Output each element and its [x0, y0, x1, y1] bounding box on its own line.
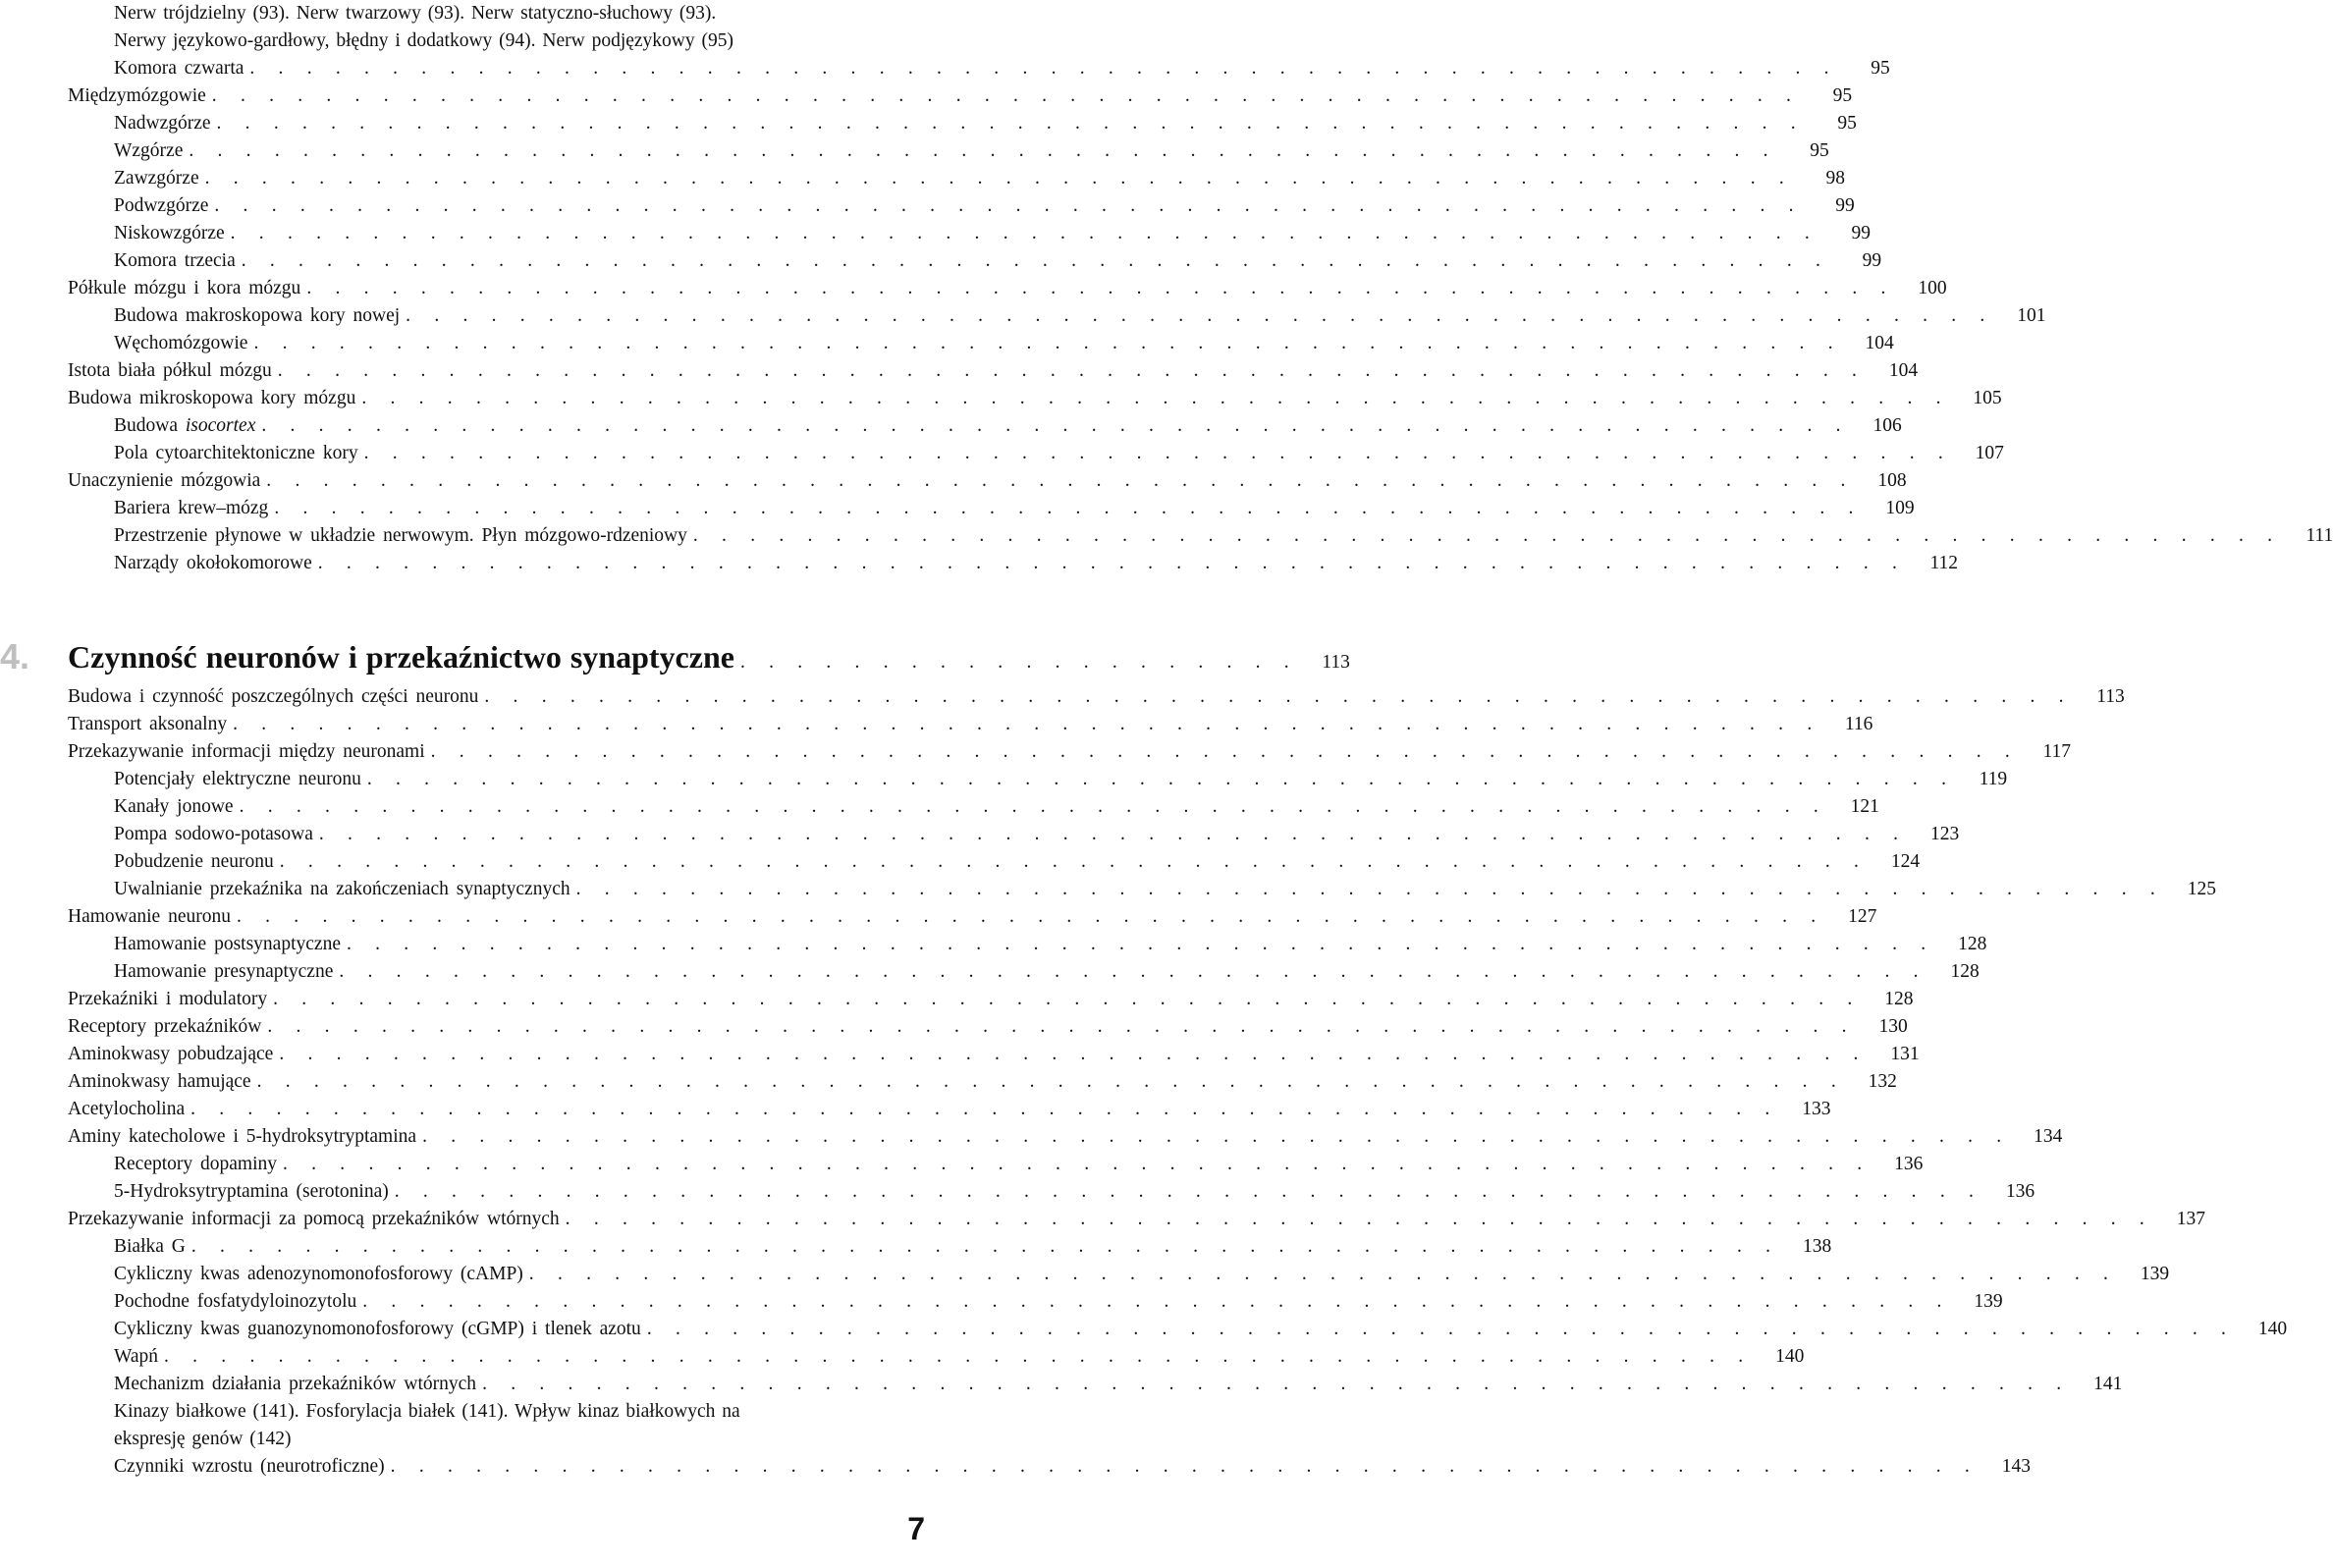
toc-entry-page: 99 — [1835, 195, 1855, 216]
toc-entry[interactable] — [0, 876, 2216, 903]
toc-entry-page: 119 — [1979, 769, 2008, 789]
toc-subnote-line — [0, 27, 943, 55]
dot-leader: . . . . . . . . . . . . . . . . . . . . . . . . . . . . . . . . . . . . . . . . . . . . . . . . . . . . . . . . — [528, 1264, 2117, 1284]
toc-entry-page: 133 — [1802, 1099, 1831, 1119]
toc-entry-page: 104 — [1865, 333, 1894, 353]
toc-entry-page: 106 — [1872, 415, 1902, 436]
toc-entry-title: Mechanizm działania przekaźników wtórnych — [114, 1374, 477, 1394]
toc-entry[interactable] — [0, 550, 1959, 577]
toc-entry-page: 139 — [1974, 1291, 2003, 1312]
toc-entry[interactable] — [0, 247, 1882, 275]
dot-leader: . . . . . . . . . . . . . . . . . . . . . . . . . . . . . . . . . . . . . . . . . . . . . . . . . . . . . . . . — [214, 195, 1802, 216]
toc-entry-page: 95 — [1810, 140, 1829, 161]
toc-entry-page: 95 — [1871, 58, 1890, 79]
toc-entry-title: Bariera krew–mózg — [114, 498, 269, 518]
toc-entry-page: 124 — [1890, 851, 1921, 872]
toc-entry[interactable] — [0, 302, 2046, 330]
toc-entry-title: Receptory przekaźników — [68, 1016, 262, 1037]
toc-entry[interactable] — [0, 1178, 2035, 1206]
toc-entry-title: Pola cytoarchitektoniczne kory — [114, 443, 358, 463]
toc-entry-title: Podwzgórze — [114, 195, 209, 216]
chapter-heading[interactable] — [0, 632, 1350, 681]
toc-entry-page: 140 — [2257, 1319, 2288, 1339]
chapter-page: 113 — [1322, 652, 1350, 673]
toc-entry-page: 105 — [1973, 388, 2002, 408]
toc-subnote-text: Nerw trójdzielny (93). Nerw twarzowy (93). Nerw statyczno-słuchowy (93). — [114, 3, 717, 24]
toc-entry-title: Hamowanie postsynaptyczne — [114, 934, 341, 954]
toc-entry[interactable] — [0, 1206, 2205, 1233]
dot-leader: . . . . . . . . . . . . . . . . . . . . . . . . . . . . . . . . . . . . . . . . . . . . . . . . . . . . . . . . — [164, 1346, 1752, 1367]
toc-entry[interactable] — [0, 1013, 1908, 1041]
toc-entry-page: 117 — [2042, 741, 2071, 762]
dot-leader: . . . . . . . . . . . . . . . . . . . . . . . . . . . . . . . . . . . . . . . . . . . . . . . . . . . . . . . . — [190, 1099, 1778, 1119]
dot-leader: . . . . . . . . . . . . . . . . . . . . . . . . . . . . . . . . . . . . . . . . . . . . . . . . . . . . . . . . — [273, 989, 1861, 1009]
toc-entry-page: 128 — [1884, 989, 1914, 1009]
toc-entry-title: Przekazywanie informacji między neuronami — [68, 741, 425, 762]
toc-entry-page: 139 — [2140, 1264, 2170, 1284]
dot-leader: . . . . . . . . . . . . . . . . . . . . . . . . . . . . . . . . . . . . . . . . . . . . . . . . . . . . . . . . — [274, 498, 1862, 518]
toc-entry-title: Komora czwarta — [114, 58, 244, 79]
dot-leader: . . . . . . . . . . . . . . . . . . . . . . . . . . . . . . . . . . . . . . . . . . . . . . . . . . . . . . . . — [646, 1319, 2235, 1339]
chapter-number: 4. — [0, 636, 30, 676]
toc-entry[interactable] — [0, 766, 2008, 793]
toc-entry-title: Wapń — [114, 1346, 158, 1367]
dot-leader: . . . . . . . . . . . . . . . . . . . . . . . . . . . . . . . . . . . . . . . . . . . . . . . . . . . . . . . . — [390, 1456, 1978, 1477]
toc-entry-title: Potencjały elektryczne neuronu — [114, 769, 361, 789]
toc-entry-page: 123 — [1929, 824, 1960, 844]
toc-entry-page: 99 — [1851, 223, 1871, 243]
toc-entry[interactable] — [0, 711, 1873, 738]
toc-entry[interactable] — [0, 793, 1879, 821]
toc-entry-title: Receptory dopaminy — [114, 1154, 277, 1174]
toc-entry-title: Przekaźniki i modulatory — [68, 989, 268, 1009]
toc-entry-title: Pompa sodowo-potasowa — [114, 824, 313, 844]
toc-entry-page: 137 — [2176, 1209, 2205, 1229]
toc-entry-title: Aminy katecholowe i 5-hydroksytryptamina — [68, 1126, 417, 1147]
toc-entry[interactable] — [0, 1096, 1831, 1123]
toc-entry-title: Hamowanie neuronu — [68, 906, 231, 927]
dot-leader: . . . . . . . . . . . . . . . . . . . . . . . . . . . . . . . . . . . . . . . . . . . . . . . . . . . . . . . . — [233, 714, 1820, 734]
toc-entry[interactable] — [0, 1371, 2123, 1398]
toc-entry-page: 104 — [1888, 360, 1919, 381]
toc-entry-page: 100 — [1918, 278, 1947, 298]
toc-entry[interactable] — [0, 192, 1855, 220]
toc-entry[interactable] — [0, 821, 1960, 848]
toc-entry-title: Cykliczny kwas adenozynomonofosforowy (cAMP) — [114, 1264, 523, 1284]
toc-subnote-line — [0, 0, 943, 27]
toc-entry-page: 132 — [1868, 1071, 1897, 1092]
dot-leader: . . . . . . . . . . . . . . . . . . . . . . . . . . . . . . . . . . . . . . . . . . . . . . . . . . . . . . . . — [692, 525, 2281, 546]
toc-entry-title: Acetylocholina — [68, 1099, 186, 1119]
toc-subnote-text: Kinazy białkowe (141). Fosforylacja białek (141). Wpływ kinaz białkowych na — [114, 1401, 740, 1422]
toc-entry[interactable] — [0, 495, 1915, 522]
toc-entry-page: 127 — [1848, 906, 1877, 927]
toc-entry-page: 99 — [1862, 250, 1882, 271]
toc-entry[interactable] — [0, 220, 1871, 247]
toc-entry-title: Przekazywanie informacji za pomocą przekaźników wtórnych — [68, 1209, 560, 1229]
toc-entry[interactable] — [0, 1288, 2003, 1316]
toc-entry-title: Narządy okołokomorowe — [114, 553, 312, 573]
dot-leader: . . . . . . . . . . . . . . . . . . . . . . . . . . . . . . . . . . . . . . . . . . . . . . . . . . . . . . . . — [362, 1291, 1950, 1312]
toc-entry[interactable] — [0, 1123, 2063, 1151]
toc-entry-title: Węchomózgowie — [114, 333, 248, 353]
dot-leader: . . . . . . . . . . . . . . . . . . . . . . . . . . . . . . . . . . . . . . . . . . . . . . . . . . . . . . . . — [394, 1181, 1982, 1202]
toc-entry-page: 112 — [1929, 553, 1959, 573]
toc-entry[interactable] — [0, 330, 1894, 357]
toc-entry-title: Nadwzgórze — [114, 113, 211, 134]
toc-entry[interactable] — [0, 1151, 1924, 1178]
toc-entry-page: 128 — [1958, 934, 1987, 954]
toc-entry-page: 131 — [1890, 1044, 1920, 1064]
toc-entry-title: 5-Hydroksytryptamina (serotonina) — [114, 1181, 389, 1202]
dot-leader: . . . . . . . . . . . . . . . . . . . . . . . . . . . . . . . . . . . . . . . . . . . . . . . . . . . . . . . . — [211, 85, 1800, 106]
toc-entry[interactable] — [0, 467, 1907, 495]
dot-leader: . . . . . . . . . . . . . . . . . . . . . . . . . . . . . . . . . . . . . . . . . . . . . . . . . . . . . . . . — [283, 1154, 1871, 1174]
dot-leader: . . . . . . . . . . . . . . . . . . . . . . . . . . . . . . . . . . . . . . . . . . . . . . . . . . . . . . . . — [237, 906, 1824, 927]
dot-leader: . . . . . . . . . . . . . . . . . . . . . . . . . . . . . . . . . . . . . . . . . . . . . . . . . . . . . . . . — [239, 796, 1826, 817]
toc-entry[interactable] — [0, 1316, 2288, 1343]
toc-entry-title: Półkule mózgu i kora mózgu — [68, 278, 301, 298]
toc-entry-title: Budowa mikroskopowa kory mózgu — [68, 388, 356, 408]
toc-entry-title: Istota biała półkul mózgu — [68, 360, 272, 381]
toc-entry[interactable] — [0, 1041, 1920, 1068]
dot-leader: . . . . . . . . . . . . . . . . . . . . — [739, 652, 1297, 673]
toc-entry-page: 138 — [1802, 1236, 1832, 1257]
toc-entry-page: 141 — [2093, 1374, 2123, 1394]
dot-leader: . . . . . . . . . . . . . . . . . . . . . . . . . . . . . . . . . . . . . . . . . . . . . . . . . . . . . . . . — [253, 333, 1841, 353]
dot-leader: . . . . . . . . . . . . . . . . . . . . . . . . . . . . . . . . . . . . . . . . . . . . . . . . . . . . . . . . — [346, 934, 1934, 954]
dot-leader: . . . . . . . . . . . . . . . . . . . . . . . . . . . . . . . . . . . . . . . . . . . . . . . . . . . . . . . . — [366, 769, 1955, 789]
toc-entry-page: 130 — [1878, 1016, 1908, 1037]
toc-entry-page: 128 — [1950, 961, 1980, 982]
toc-entry[interactable] — [0, 55, 1890, 82]
toc-entry[interactable] — [0, 385, 2002, 412]
toc-entry[interactable] — [0, 165, 1845, 192]
toc-entry-title: Międzymózgowie — [68, 85, 206, 106]
dot-leader: . . . . . . . . . . . . . . . . . . . . . . . . . . . . . . . . . . . . . . . . . . . . . . . . . . . . . . . . — [189, 140, 1776, 161]
chapter-title: Czynność neuronów i przekaźnictwo synaptyczne — [68, 639, 734, 675]
toc-entry-title: Czynniki wzrostu (neurotroficzne) — [114, 1456, 385, 1477]
toc-subnote-text: Nerwy językowo-gardłowy, błędny i dodatkowy (94). Nerw podjęzykowy (95) — [114, 30, 733, 51]
dot-leader: . . . . . . . . . . . . . . . . . . . . . . . . . . . . . . . . . . . . . . . . . . . . . . . . . . . . . . . . — [230, 223, 1818, 243]
toc-entry[interactable] — [0, 357, 1919, 385]
dot-leader: . . . . . . . . . . . . . . . . . . . . . . . . . . . . . . . . . . . . . . . . . . . . . . . . . . . . . . . . — [363, 443, 1951, 463]
toc-entry-title-prefix: Budowa — [114, 415, 178, 436]
toc-entry-page: 134 — [2034, 1126, 2063, 1147]
page-number: 7 — [907, 1511, 925, 1546]
dot-leader: . . . . . . . . . . . . . . . . . . . . . . . . . . . . . . . . . . . . . . . . . . . . . . . . . . . . . . . . — [565, 1209, 2152, 1229]
dot-leader: . . . . . . . . . . . . . . . . . . . . . . . . . . . . . . . . . . . . . . . . . . . . . . . . . . . . . . . . — [267, 1016, 1855, 1037]
toc-entry-page: 140 — [1775, 1346, 1805, 1367]
toc-entry[interactable] — [0, 683, 2125, 711]
toc-entry[interactable] — [0, 931, 1987, 958]
dot-leader: . . . . . . . . . . . . . . . . . . . . . . . . . . . . . . . . . . . . . . . . . . . . . . . . . . . . . . . . — [339, 961, 1926, 982]
toc-entry[interactable] — [0, 1261, 2170, 1288]
toc-entry[interactable] — [0, 1068, 1897, 1096]
dot-leader: . . . . . . . . . . . . . . . . . . . . . . . . . . . . . . . . . . . . . . . . . . . . . . . . . . . . . . . . — [575, 879, 2163, 899]
toc-entry[interactable] — [0, 1343, 1805, 1371]
dot-leader: . . . . . . . . . . . . . . . . . . . . . . . . . . . . . . . . . . . . . . . . . . . . . . . . . . . . . . . . — [204, 168, 1792, 189]
toc-entry-page: 101 — [2017, 305, 2046, 326]
toc-entry-title — [114, 412, 261, 440]
dot-leader: . . . . . . . . . . . . . . . . . . . . . . . . . . . . . . . . . . . . . . . . . . . . . . . . . . . . . . . . — [318, 824, 1907, 844]
toc-entry[interactable] — [0, 110, 1857, 137]
toc-entry[interactable] — [0, 137, 1829, 165]
toc-entry[interactable] — [0, 903, 1877, 931]
toc-entry-title: Białka G — [114, 1236, 186, 1257]
toc-entry-title: Pochodne fosfatydyloinozytolu — [114, 1291, 357, 1312]
dot-leader: . . . . . . . . . . . . . . . . . . . . . . . . . . . . . . . . . . . . . . . . . . . . . . . . . . . . . . . . — [361, 388, 1949, 408]
toc-entry-title: Budowa makroskopowa kory nowej — [114, 305, 401, 326]
toc-entry-page: 113 — [2096, 686, 2125, 707]
dot-leader: . . . . . . . . . . . . . . . . . . . . . . . . . . . . . . . . . . . . . . . . . . . . . . . . . . . . . . . . — [216, 113, 1804, 134]
toc-entry-page: 98 — [1825, 168, 1845, 189]
toc-entry[interactable] — [0, 82, 1853, 110]
toc-entry[interactable] — [0, 1233, 1832, 1261]
toc-entry[interactable] — [0, 986, 1914, 1013]
dot-leader: . . . . . . . . . . . . . . . . . . . . . . . . . . . . . . . . . . . . . . . . . . . . . . . . . . . . . . . . — [430, 741, 2018, 762]
dot-leader: . . . . . . . . . . . . . . . . . . . . . . . . . . . . . . . . . . . . . . . . . . . . . . . . . . . . . . . . — [422, 1126, 2010, 1147]
dot-leader: . . . . . . . . . . . . . . . . . . . . . . . . . . . . . . . . . . . . . . . . . . . . . . . . . . . . . . . . — [482, 1374, 2070, 1394]
toc-subnote-text: ekspresję genów (142) — [114, 1429, 292, 1449]
dot-leader: . . . . . . . . . . . . . . . . . . . . . . . . . . . . . . . . . . . . . . . . . . . . . . . . . . . . . . . . — [406, 305, 1993, 326]
toc-entry-page: 109 — [1885, 498, 1915, 518]
toc-entry[interactable] — [0, 958, 1980, 986]
toc-entry-title: Uwalnianie przekaźnika na zakończeniach synaptycznych — [114, 879, 570, 899]
toc-entry-page: 121 — [1850, 796, 1879, 817]
toc-entry-page: 116 — [1844, 714, 1873, 734]
dot-leader: . . . . . . . . . . . . . . . . . . . . . . . . . . . . . . . . . . . . . . . . . . . . . . . . . . . . . . . . — [279, 851, 1868, 872]
toc-entry-page: 95 — [1837, 113, 1857, 134]
dot-leader: . . . . . . . . . . . . . . . . . . . . . . . . . . . . . . . . . . . . . . . . . . . . . . . . . . . . . . . . — [190, 1236, 1779, 1257]
toc-entry[interactable] — [0, 440, 2004, 467]
toc-entry-title: Komora trzecia — [114, 250, 236, 271]
dot-leader: . . . . . . . . . . . . . . . . . . . . . . . . . . . . . . . . . . . . . . . . . . . . . . . . . . . . . . . . — [317, 553, 1906, 573]
toc-entry-title: Wzgórze — [114, 140, 184, 161]
toc-entry-page: 108 — [1877, 470, 1907, 491]
dot-leader: . . . . . . . . . . . . . . . . . . . . . . . . . . . . . . . . . . . . . . . . . . . . . . . . . . . . . . . . — [256, 1071, 1844, 1092]
toc-entry-title: Aminokwasy pobudzające — [68, 1044, 274, 1064]
dot-leader: . . . . . . . . . . . . . . . . . . . . . . . . . . . . . . . . . . . . . . . . . . . . . . . . . . . . . . . . — [277, 360, 1866, 381]
toc-entry-title: Pobudzenie neuronu — [114, 851, 274, 872]
toc-entry-title: Cykliczny kwas guanozynomonofosforowy (cGMP) i tlenek azotu — [114, 1319, 641, 1339]
toc-entry-page: 125 — [2187, 879, 2216, 899]
dot-leader: . . . . . . . . . . . . . . . . . . . . . . . . . . . . . . . . . . . . . . . . . . . . . . . . . . . . . . . . — [484, 686, 2072, 707]
toc-entry-page: 111 — [2306, 525, 2333, 546]
dot-leader: . . . . . . . . . . . . . . . . . . . . . . . . . . . . . . . . . . . . . . . . . . . . . . . . . . . . . . . . — [241, 250, 1829, 271]
toc-entry[interactable] — [0, 412, 1902, 440]
toc-entry-title: Aminokwasy hamujące — [68, 1071, 251, 1092]
dot-leader: . . . . . . . . . . . . . . . . . . . . . . . . . . . . . . . . . . . . . . . . . . . . . . . . . . . . . . . . — [306, 278, 1894, 298]
dot-leader: . . . . . . . . . . . . . . . . . . . . . . . . . . . . . . . . . . . . . . . . . . . . . . . . . . . . . . . . — [261, 415, 1849, 436]
toc-entry-page: 107 — [1975, 443, 2004, 463]
toc-entry[interactable] — [0, 848, 1921, 876]
toc-entry-title: Niskowzgórze — [114, 223, 225, 243]
toc-entry-title: Kanały jonowe — [114, 796, 234, 817]
toc-entry-page: 136 — [1894, 1154, 1924, 1174]
toc-subnote-line — [0, 1398, 943, 1426]
toc-entry-title-italic: isocortex — [185, 415, 256, 436]
toc-entry[interactable] — [0, 275, 1947, 302]
dot-leader: . . . . . . . . . . . . . . . . . . . . . . . . . . . . . . . . . . . . . . . . . . . . . . . . . . . . . . . . — [266, 470, 1854, 491]
dot-leader: . . . . . . . . . . . . . . . . . . . . . . . . . . . . . . . . . . . . . . . . . . . . . . . . . . . . . . . . — [279, 1044, 1867, 1064]
toc-entry-title: Przestrzenie płynowe w układzie nerwowym. Płyn mózgowo-rdzeniowy — [114, 525, 687, 546]
toc-entry-title: Transport aksonalny — [68, 714, 228, 734]
toc-entry-title: Budowa i czynność poszczególnych części neuronu — [68, 686, 479, 707]
toc-entry[interactable] — [0, 1453, 2031, 1481]
toc-entry[interactable] — [0, 522, 2333, 550]
toc-entry-page: 136 — [2005, 1181, 2035, 1202]
toc-entry-title: Hamowanie presynaptyczne — [114, 961, 334, 982]
toc-subnote-line — [0, 1426, 943, 1453]
toc-entry-title: Zawzgórze — [114, 168, 199, 189]
toc-entry-title: Unaczynienie mózgowia — [68, 470, 261, 491]
toc-entry-page: 143 — [2001, 1456, 2031, 1477]
toc-entry[interactable] — [0, 738, 2071, 766]
toc-entry-page: 95 — [1832, 85, 1853, 106]
dot-leader: . . . . . . . . . . . . . . . . . . . . . . . . . . . . . . . . . . . . . . . . . . . . . . . . . . . . . . . . — [249, 58, 1837, 79]
